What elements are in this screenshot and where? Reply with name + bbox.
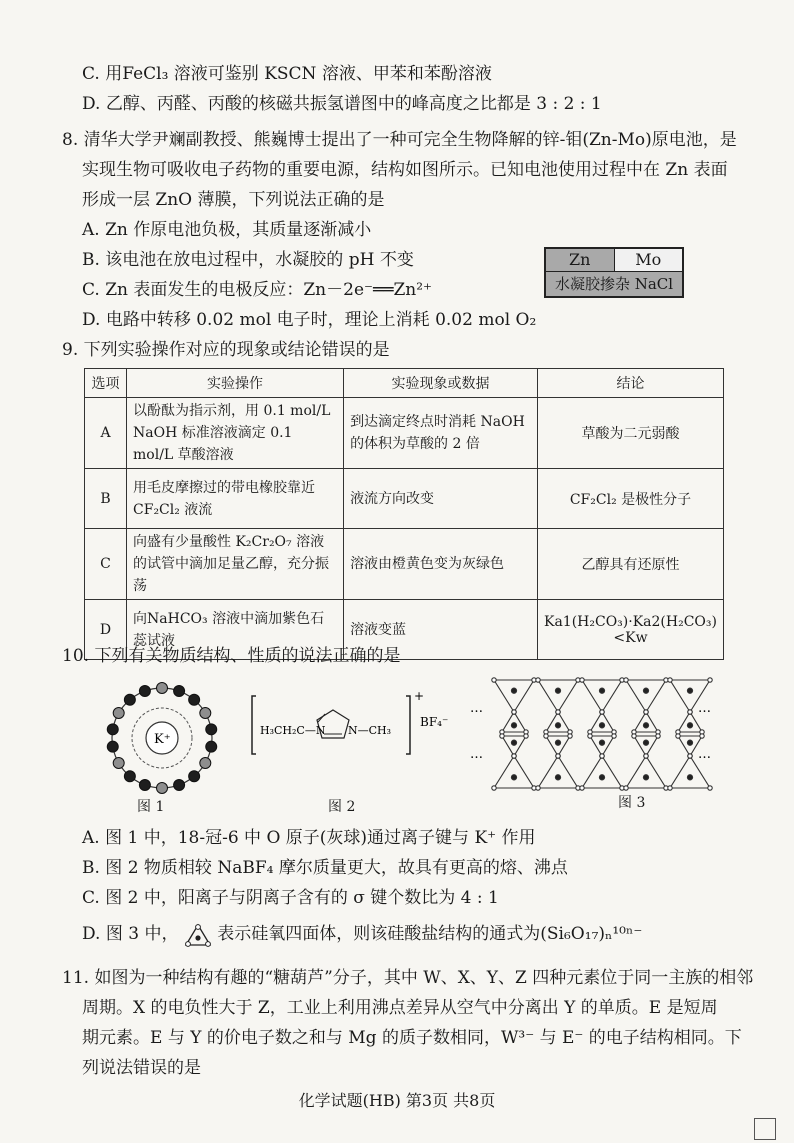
header-conclusion: 结论: [538, 369, 724, 398]
silicate-tetrahedron: [626, 756, 666, 788]
silicon-atom: [511, 775, 516, 780]
figure2-label: 图 2: [328, 799, 356, 815]
oxygen-atom: [536, 678, 540, 682]
oxygen-atom: [600, 754, 604, 758]
q7-option-d: D. 乙醇、丙醛、丙酸的核磁共振氢谱图中的峰高度之比都是 3 : 2 : 1: [82, 94, 602, 114]
figure3-label: 图 3: [618, 795, 646, 811]
oxygen-atom: [200, 758, 211, 769]
q8-option-b: B. 该电池在放电过程中，水凝胶的 pH 不变: [82, 250, 414, 270]
silicon-atom: [687, 723, 692, 728]
table-row: [85, 529, 724, 600]
q8-stem-line3: 形成一层 ZnO 薄膜，下列说法正确的是: [82, 190, 385, 210]
q8-stem-line2: 实现生物可吸收电子药物的重要电源，结构如图所示。已知电池使用过程中在 Zn 表面: [82, 160, 728, 180]
carbon-atom: [206, 741, 217, 752]
carbon-atom: [189, 771, 200, 782]
oxygen-atom: [624, 678, 628, 682]
silicon-atom: [687, 688, 692, 693]
oxygen-atom: [632, 734, 636, 738]
oxygen-atom: [668, 786, 672, 790]
q10-stem: 10. 下列有关物质结构、性质的说法正确的是: [62, 646, 401, 666]
oxygen-atom: [580, 786, 584, 790]
q11-stem-line3: 期元素。E 与 Y 的价电子数之和与 Mg 的质子数相同，W³⁻ 与 E⁻ 的电子结构相同。下: [82, 1028, 742, 1048]
carbon-atom: [189, 694, 200, 705]
carbon-atom: [139, 686, 150, 697]
silicon-atom: [555, 723, 560, 728]
silicon-atom: [599, 723, 604, 728]
oxygen-atom: [157, 783, 168, 794]
header-option: 选项: [85, 369, 127, 398]
oxygen-atom: [512, 710, 516, 714]
right-bracket: [406, 696, 410, 754]
row-conclusion: CF₂Cl₂ 是极性分子: [538, 469, 724, 529]
q8-option-a: A. Zn 作原电池负极，其质量逐渐减小: [82, 220, 372, 240]
silicon-atom: [599, 740, 604, 745]
oxygen-atom: [500, 734, 504, 738]
row-option: C: [85, 529, 127, 600]
oxygen-atom: [524, 734, 528, 738]
row-operation: 向盛有少量酸性 K₂Cr₂O₇ 溶液的试管中滴加足量乙醇，充分振荡: [127, 529, 344, 600]
silicon-atom: [687, 775, 692, 780]
header-operation: 实验操作: [127, 369, 344, 398]
row-phenomenon: 溶液变蓝: [344, 600, 538, 660]
ethyl-group-label: H₃CH₂C—N: [260, 724, 326, 737]
page-footer: 化学试题(HB) 第3页 共8页: [298, 1091, 496, 1110]
silicate-tetrahedron: [634, 712, 658, 732]
silicate-tetrahedron: [502, 736, 526, 756]
carbon-atom: [124, 694, 135, 705]
silicon-atom: [511, 740, 516, 745]
silicate-tetrahedron: [538, 756, 578, 788]
row-option: D: [85, 600, 127, 660]
q8-stem-line1: 8. 清华大学尹斓副教授、熊巍博士提出了一种可完全生物降解的锌-钼(Zn-Mo)原电池，是: [62, 130, 737, 150]
silicon-atom: [511, 688, 516, 693]
oxygen-atom: [644, 710, 648, 714]
silicate-tetrahedron: [494, 756, 534, 788]
row-phenomenon: 到达滴定终点时消耗 NaOH 的体积为草酸的 2 倍: [344, 398, 538, 469]
table-header-row: [85, 369, 724, 398]
q8-option-d: D. 电路中转移 0.02 mol 电子时，理论上消耗 0.02 mol O₂: [82, 310, 537, 330]
oxygen-atom: [536, 786, 540, 790]
oxygen-atom: [624, 786, 628, 790]
carbon-atom: [107, 724, 118, 735]
q10-option-d: [82, 922, 642, 947]
silicate-tetrahedron: [546, 736, 570, 756]
silicate-tetrahedron: [590, 712, 614, 732]
chain-continuation-right: …: [698, 747, 711, 762]
figure1-label: 图 1: [137, 799, 165, 815]
oxygen-atom: [600, 710, 604, 714]
silicon-atom: [599, 688, 604, 693]
battery-diagram: [544, 247, 684, 298]
oxygen-atom: [113, 758, 124, 769]
oxygen-atom: [612, 734, 616, 738]
q10-option-c: C. 图 2 中，阳离子与阴离子含有的 σ 键个数比为 4 : 1: [82, 888, 499, 908]
oxygen-atom: [676, 734, 680, 738]
row-operation: 用毛皮摩擦过的带电橡胶靠近 CF₂Cl₂ 液流: [127, 469, 344, 529]
carbon-atom: [139, 779, 150, 790]
oxygen-atom: [580, 678, 584, 682]
silicate-tetrahedron: [494, 680, 534, 712]
q10-option-b: B. 图 2 物质相较 NaBF₄ 摩尔质量更大，故具有更高的熔、沸点: [82, 858, 568, 878]
table-row: [85, 398, 724, 469]
oxygen-atom: [588, 734, 592, 738]
carbon-atom: [174, 779, 185, 790]
silicon-atom: [555, 688, 560, 693]
row-phenomenon: 液流方向改变: [344, 469, 538, 529]
carbon-atom: [174, 686, 185, 697]
chain-continuation-left: …: [470, 747, 483, 762]
silicate-tetrahedron: [546, 712, 570, 732]
q11-stem-line4: 列说法错误的是: [82, 1058, 201, 1078]
row-operation: 以酚酞为指示剂，用 0.1 mol/L NaOH 标准溶液滴定 0.1 mol/L 草酸溶液: [127, 398, 344, 469]
mo-electrode: Mo: [615, 249, 683, 271]
ring-double-bond: [318, 714, 325, 722]
row-phenomenon: 溶液由橙黄色变为灰绿色: [344, 529, 538, 600]
silicon-atom: [555, 775, 560, 780]
hydrogel-layer: 水凝胶掺杂 NaCl: [546, 272, 682, 296]
silicon-atom: [643, 723, 648, 728]
q10-option-d-text: 表示硅氧四面体，则该硅酸盐结构的通式为(Si₆O₁₇)ₙ¹⁰ⁿ⁻: [217, 924, 643, 944]
k-ion-label: K⁺: [154, 732, 171, 747]
q10-option-a: A. 图 1 中，18-冠-6 中 O 原子(灰球)通过离子键与 K⁺ 作用: [82, 828, 536, 848]
header-phenomenon: 实验现象或数据: [344, 369, 538, 398]
row-operation: 向NaHCO₃ 溶液中滴加紫色石蕊试液: [127, 600, 344, 660]
oxygen-atom: [113, 708, 124, 719]
oxygen-atom: [656, 734, 660, 738]
oxygen-atom: [568, 734, 572, 738]
silicate-tetrahedron: [634, 736, 658, 756]
tetrahedron-icon: [184, 923, 212, 947]
qr-code-icon: [754, 1118, 776, 1140]
silicon-atom: [643, 775, 648, 780]
table-row: [85, 469, 724, 529]
row-option: A: [85, 398, 127, 469]
figure2-ionic-liquid: [248, 686, 458, 766]
q8-option-c: C. Zn 表面发生的电极反应：Zn－2e⁻══Zn²⁺: [82, 280, 433, 300]
figure3-silicate-chain: [466, 672, 722, 796]
silicate-tetrahedron: [590, 736, 614, 756]
q7-option-c: C. 用FeCl₃ 溶液可鉴别 KSCN 溶液、甲苯和苯酚溶液: [82, 64, 492, 84]
row-option: B: [85, 469, 127, 529]
silicate-tetrahedron: [626, 680, 666, 712]
row-conclusion: 草酸为二元弱酸: [538, 398, 724, 469]
oxygen-atom: [708, 678, 712, 682]
oxygen-atom: [157, 683, 168, 694]
oxygen-atom: [556, 754, 560, 758]
q11-stem-line1: 11. 如图为一种结构有趣的“糖葫芦”分子，其中 W、X、Y、Z 四种元素位于同一主族的相邻: [62, 968, 754, 988]
q10-option-d-prefix: D. 图 3 中，: [82, 924, 179, 944]
oxygen-atom: [688, 710, 692, 714]
silicon-atom: [643, 740, 648, 745]
silicon-atom: [555, 740, 560, 745]
zn-electrode: Zn: [546, 249, 615, 271]
silicate-tetrahedron: [582, 680, 622, 712]
methyl-group-label: N—CH₃: [348, 724, 392, 737]
anion-label: BF₄⁻: [420, 715, 449, 729]
oxygen-atom: [708, 786, 712, 790]
q11-stem-line2: 周期。X 的电负性大于 Z，工业上利用沸点差异从空气中分离出 Y 的单质。E 是短周: [82, 998, 718, 1018]
chain-continuation-right: …: [698, 701, 711, 716]
oxygen-atom: [700, 734, 704, 738]
oxygen-atom: [512, 754, 516, 758]
oxygen-atom: [492, 678, 496, 682]
silicate-tetrahedron: [582, 756, 622, 788]
oxygen-atom: [200, 708, 211, 719]
oxygen-atom: [556, 710, 560, 714]
figure1-crown-ether: [100, 676, 224, 800]
silicon-atom: [511, 723, 516, 728]
experiment-table: [84, 368, 724, 660]
q9-stem: 9. 下列实验操作对应的现象或结论错误的是: [62, 340, 390, 360]
oxygen-atom: [644, 754, 648, 758]
carbon-atom: [107, 741, 118, 752]
oxygen-atom: [668, 678, 672, 682]
silicon-atom: [687, 740, 692, 745]
row-conclusion: 乙醇具有还原性: [538, 529, 724, 600]
carbon-atom: [206, 724, 217, 735]
silicon-atom: [599, 775, 604, 780]
chain-continuation-left: …: [470, 701, 483, 716]
oxygen-atom: [688, 754, 692, 758]
silicon-atom: [643, 688, 648, 693]
oxygen-atom: [492, 786, 496, 790]
silicate-tetrahedron: [502, 712, 526, 732]
carbon-atom: [124, 771, 135, 782]
oxygen-atom: [544, 734, 548, 738]
cation-charge: +: [414, 689, 425, 703]
row-conclusion: Ka1(H₂CO₃)·Ka2(H₂CO₃)<Kw: [538, 600, 724, 660]
left-bracket: [252, 696, 256, 754]
silicate-tetrahedron: [538, 680, 578, 712]
